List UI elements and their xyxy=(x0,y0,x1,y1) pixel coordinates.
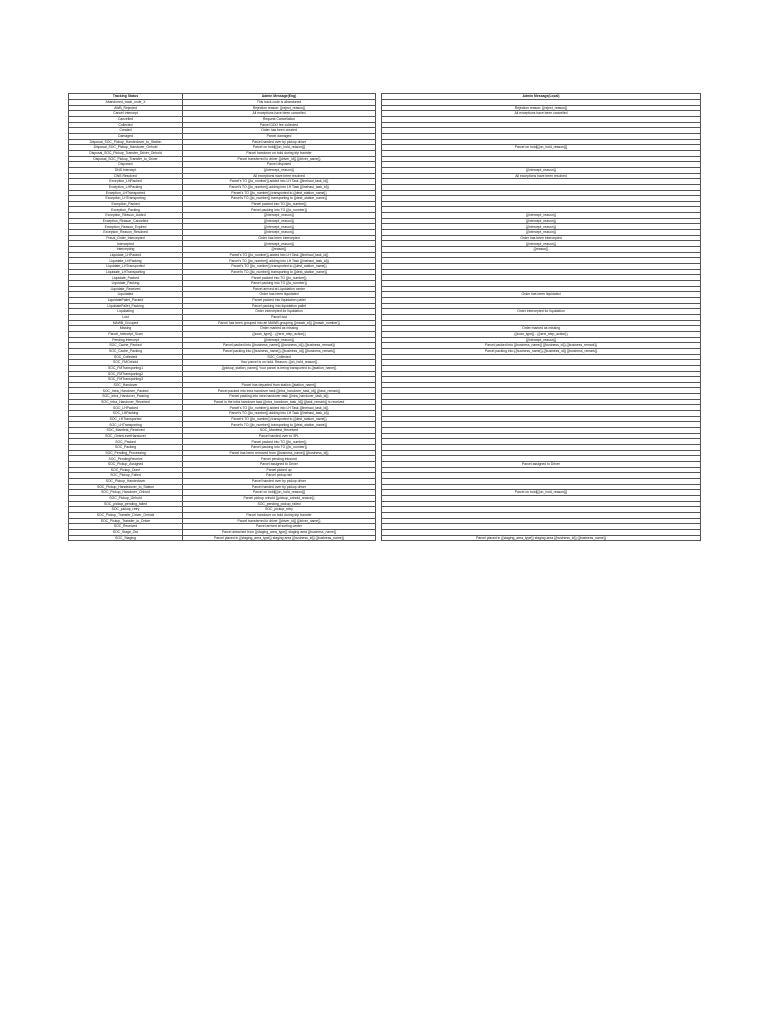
admin-message-eng-cell: Parcel's TO {{to_number}} added into LH Task {{linehaul_task_id}} xyxy=(183,252,376,258)
admin-message-eng-cell: {{intercept_reason}} xyxy=(183,218,376,224)
tracking-status-cell: Exception_Reason_Expired xyxy=(69,224,183,230)
tracking-status-cell: Liquidating xyxy=(69,309,183,315)
tracking-status-cell: Disposal_SOC_Pickup_Transfer_Driver_Onhold xyxy=(69,150,183,156)
admin-message-eng-cell: {{intercept_reason}} xyxy=(183,213,376,219)
tracking-status-cell: Exception_Reason_Added xyxy=(69,213,183,219)
tracking-status-cell: Intercepting xyxy=(69,247,183,253)
admin-message-eng-cell: SOC_Manifest_Received xyxy=(183,428,376,434)
tracking-status-cell: Fraud_Order_Intercepted xyxy=(69,235,183,241)
admin-message-eng-cell: Parcel damaged xyxy=(183,133,376,139)
tracking-status-cell: SOC_Intra_Handover_Received xyxy=(69,399,183,405)
admin-message-local-cell: {{intercept_reason}} xyxy=(382,218,701,224)
admin-message-eng-cell: Request Cancellation xyxy=(183,116,376,122)
tracking-status-cell: Liquidate_Packed xyxy=(69,275,183,281)
admin-message-eng-cell: Parcel in the intra handover task {{intra_handover_task_id}} {{task_remark}} is received xyxy=(183,399,376,405)
tracking-status-cell: Liquidated xyxy=(69,292,183,298)
admin-message-eng-cell: {{intercept_reason}} xyxy=(183,224,376,230)
admin-message-eng-cell: Parcel packing into TO {{to_number}} xyxy=(183,445,376,451)
admin-message-eng-cell: Parcel's TO {{to_number}} transporting to {{dest_station_name}} xyxy=(183,196,376,202)
admin-message-eng-cell: Parcel's TO {{to_number}} added into LH Task {{linehaul_task_id}} xyxy=(183,179,376,185)
admin-message-eng-cell: Parcel's TO {{to_number}} transported to {{dest_station_name}} xyxy=(183,264,376,270)
admin-message-eng-cell: Rejection reason: {{reject_reason}} xyxy=(183,105,376,111)
admin-message-eng-cell: SOC_pending_pickup_failed xyxy=(183,501,376,507)
admin-message-eng-cell: Parcel handed over by pickup driver xyxy=(183,478,376,484)
admin-message-eng-cell: Parcel packing into liquidation pallet xyxy=(183,303,376,309)
admin-message-eng-cell: SOC_Collected xyxy=(183,354,376,360)
admin-message-eng-cell: Order intercepted for liquidation xyxy=(183,309,376,315)
admin-message-eng-cell: {{pickup_station_name}} Your parcel is being transported to {{station_name}} xyxy=(183,365,376,371)
admin-message-eng-cell: Parcel packed into TO {{to_number}} xyxy=(183,275,376,281)
admin-message-eng-cell: Parcel pickup fail xyxy=(183,473,376,479)
admin-message-eng-cell: Order has been created xyxy=(183,128,376,134)
tracking-status-cell: Exception_LHPacking xyxy=(69,184,183,190)
admin-message-eng-cell: {{reason}} xyxy=(183,247,376,253)
admin-message-eng-cell: {{scan_type}} - {{next_step_action}} xyxy=(183,331,376,337)
admin-message-eng-cell: Order marked as missing xyxy=(183,326,376,332)
admin-message-local-cell: Order marked as missing xyxy=(382,326,701,332)
tracking-status-cell: AWB_Rejected xyxy=(69,105,183,111)
admin-message-eng-cell: Parcel on hold[{{on_hold_reason}}] xyxy=(183,490,376,496)
tracking-status-cell: SOC_Pending_Processing xyxy=(69,450,183,456)
tracking-status-cell: Lost xyxy=(69,314,183,320)
tracking-status-cell: Exception_Reason_Resolved xyxy=(69,230,183,236)
admin-message-eng-cell: Parcel's TO {{to_number}} adding into LH Task {{linehaul_task_id}} xyxy=(183,411,376,417)
tracking-status-cell: Liquidate_Received xyxy=(69,286,183,292)
admin-message-eng-cell: All exceptions have been cancelled xyxy=(183,111,376,117)
tracking-status-cell: SOC_LHTransported xyxy=(69,416,183,422)
table-row xyxy=(69,535,701,541)
tracking-status-cell: Liquidate_LHPacked xyxy=(69,252,183,258)
admin-message-eng-cell: {{intercept_reason}} xyxy=(183,337,376,343)
admin-message-eng-cell: Parcel handed over to 3PL xyxy=(183,433,376,439)
admin-message-eng-cell: Parcel's TO {{to_number}} transporting to {{dest_station_name}} xyxy=(183,269,376,275)
admin-message-eng-cell: This track code is abandoned xyxy=(183,100,376,106)
admin-message-eng-cell: Parcel lost xyxy=(183,314,376,320)
admin-message-local-cell: Order has been intercepted xyxy=(382,235,701,241)
admin-message-eng-cell: Parcel packing into intra handover task {{intra_handover_task_id}} xyxy=(183,394,376,400)
admin-message-eng-cell: Your parcel is on hold. Reason: {{on_hold_reason}} xyxy=(183,360,376,366)
tracking-status-cell: SOC_FMTransporting3 xyxy=(69,377,183,383)
tracking-status-cell: SOC_Handover xyxy=(69,382,183,388)
admin-message-eng-cell: All exceptions have been resolved xyxy=(183,173,376,179)
tracking-status-cell: Cancel Intercept xyxy=(69,111,183,117)
admin-message-eng-cell: Parcel assigned to Driver xyxy=(183,462,376,468)
tracking-status-cell: Liquidate_LHPacking xyxy=(69,258,183,264)
admin-message-local-cell: {{intercept_reason}} xyxy=(382,337,701,343)
tracking-status-cell: SOC_LHPacking xyxy=(69,411,183,417)
admin-message-eng-cell: Parcel pending inbound xyxy=(183,456,376,462)
tracking-status-cell: SOC_Cache_Packing xyxy=(69,348,183,354)
admin-message-local-cell: {{intercept_reason}} xyxy=(382,241,701,247)
tracking-status-cell: SOC_Pickup_Failed xyxy=(69,473,183,479)
tracking-status-cell: SOC_FMTransporting2 xyxy=(69,371,183,377)
admin-message-local-cell: All exceptions have been resolved xyxy=(382,173,701,179)
tracking-status-cell: SOC_Pickup_Done xyxy=(69,467,183,473)
admin-message-eng-cell: Parcel has been removed from {{business_name}} {{business_id}} xyxy=(183,450,376,456)
tracking-status-cell: Intercepted xyxy=(69,241,183,247)
tracking-status-cell: SOC_OrderLevelHandover xyxy=(69,433,183,439)
admin-message-eng-cell: Parcel has departed from station {{station_name}} xyxy=(183,382,376,388)
tracking-status-cell: Exception_LHTransported xyxy=(69,190,183,196)
admin-message-eng-cell: {{intercept_reason}} xyxy=(183,230,376,236)
admin-message-local-cell: All exceptions have been cancelled xyxy=(382,111,701,117)
admin-message-local-cell: Parcel packed into {{business_name}} {{business_id}} {{business_remark}} xyxy=(382,343,701,349)
admin-message-eng-cell: Parcel on hold[{{on_hold_reason}}] xyxy=(183,145,376,151)
tracking-status-cell: MAWB_Grouped xyxy=(69,320,183,326)
tracking-status-cell: SOC_LHTransporting xyxy=(69,422,183,428)
admin-message-eng-cell: Parcel placed in {{staging_area_type}} staging area {{business_id}} {{business_name}} xyxy=(183,535,376,541)
admin-message-eng-cell: Parcel packed into TO {{to_number}} xyxy=(183,201,376,207)
admin-message-eng-cell: Parcel packing into TO {{to_number}} xyxy=(183,207,376,213)
admin-message-local-cell: Parcel placed in {{staging_area_type}} staging area {{business_id}} {{business_name}} xyxy=(382,535,701,541)
tracking-status-cell: SOC_LHPacked xyxy=(69,405,183,411)
admin-message-eng-cell: Parcel's TO {{to_number}} transporting to {{dest_station_name}} xyxy=(183,422,376,428)
tracking-status-cell: Liquidate_LHTransported xyxy=(69,264,183,270)
admin-message-local-cell: Parcel on hold[{{on_hold_reason}}] xyxy=(382,145,701,151)
tracking-status-cell: SOC_Pickup_Transfer_to_Driver xyxy=(69,518,183,524)
admin-message-eng-cell: Parcel packed into liquidation pallet xyxy=(183,297,376,303)
admin-message-eng-cell: Parcel handed over by pickup driver xyxy=(183,139,376,145)
admin-message-eng-cell: {{intercept_reason}} xyxy=(183,167,376,173)
admin-message-local-cell: Parcel packing into {{business_name}} {{business_id}} {{business_remark}} xyxy=(382,348,701,354)
tracking-status-cell: SOC_Cache_Packed xyxy=(69,343,183,349)
admin-message-eng-cell: Parcel's TO {{to_number}} added into LH Task {{linehaul_task_id}} xyxy=(183,405,376,411)
tracking-status-cell: SOC_pickup_pending_failed xyxy=(69,501,183,507)
admin-message-eng-cell: Parcel has been grouped into an MAWB grouping {{mawb_id}} {{mawb_number}} xyxy=(183,320,376,326)
tracking-status-cell: SOC_Stage_Out xyxy=(69,529,183,535)
admin-message-eng-cell: Parcel handover on hold during trip transfer xyxy=(183,512,376,518)
tracking-status-cell: SOC_Received xyxy=(69,524,183,530)
tracking-status-cell: Created xyxy=(69,128,183,134)
tracking-status-cell: SOC_Pickup_Handedover xyxy=(69,478,183,484)
tracking-status-cell: Parcel_Intercept_Scan xyxy=(69,331,183,337)
tracking-status-cell: Missing xyxy=(69,326,183,332)
tracking-status-cell: SOC_Packing xyxy=(69,445,183,451)
admin-message-eng-cell: {{intercept_reason}} xyxy=(183,241,376,247)
tracking-status-cell: LiquidatePallet_Packing xyxy=(69,303,183,309)
header-admin-message-eng: Admin Message(Eng) xyxy=(183,94,376,100)
admin-message-eng-cell: Parcel's TO {{to_number}} transported to {{dest_station_name}} xyxy=(183,190,376,196)
tracking-status-cell: SOC_Pickup_Assigned xyxy=(69,462,183,468)
admin-message-local-cell: Rejection reason: {{reject_reason}} xyxy=(382,105,701,111)
admin-message-eng-cell: Parcel packed into TO {{to_number}} xyxy=(183,439,376,445)
tracking-status-cell: Damaged xyxy=(69,133,183,139)
tracking-status-cell: Disposal_SOC_Pickup_Transfer_to_Driver xyxy=(69,156,183,162)
tracking-status-table xyxy=(68,93,701,541)
admin-message-eng-cell: Parcel's TO {{to_number}} transported to {{dest_station_name}} xyxy=(183,416,376,422)
admin-message-local-cell: {{scan_type}} - {{next_step_action}} xyxy=(382,331,701,337)
header-admin-message-local: Admin Message(Local) xyxy=(382,94,701,100)
tracking-status-cell: Collected xyxy=(69,122,183,128)
tracking-status-cell: SOC_FMOnhold xyxy=(69,360,183,366)
tracking-status-cell: SOC_Packed xyxy=(69,439,183,445)
admin-message-eng-cell: Parcel handover on hold during trip transfer xyxy=(183,150,376,156)
admin-message-local-cell: Parcel on hold[{{on_hold_reason}}] xyxy=(382,490,701,496)
admin-message-local-cell: Parcel assigned to Driver xyxy=(382,462,701,468)
admin-message-eng-cell: Parcel packed into {{business_name}} {{business_id}} {{business_remark}} xyxy=(183,343,376,349)
tracking-status-cell: SOC_FMTransporting1 xyxy=(69,365,183,371)
admin-message-eng-cell: Parcel detached from {{staging_area_type}} staging area {{business_name}} xyxy=(183,529,376,535)
admin-message-local-cell: Order has been liquidated xyxy=(382,292,701,298)
tracking-status-cell: SOC_Pickup_Transfer_Driver_Onhold xyxy=(69,512,183,518)
admin-message-local-cell: {{intercept_reason}} xyxy=(382,230,701,236)
admin-message-eng-cell: Parcel transferred to driver {{driver_id}} {{driver_name}} xyxy=(183,156,376,162)
admin-message-eng-cell: Order has been intercepted xyxy=(183,235,376,241)
tracking-status-cell: SOC_Pickup_Handover_Onhold xyxy=(69,490,183,496)
admin-message-eng-cell: Parcel picked up xyxy=(183,467,376,473)
tracking-status-cell: Disposal_SOC_Pickup_Handedover_to_Station xyxy=(69,139,183,145)
admin-message-eng-cell: Parcel pickup onhold {{pickup_onhold_reason}} xyxy=(183,495,376,501)
admin-message-eng-cell: Parcel DDO fee collected xyxy=(183,122,376,128)
tracking-status-cell: Disposed xyxy=(69,162,183,168)
admin-message-eng-cell: Parcel handed over by pickup driver xyxy=(183,484,376,490)
tracking-status-cell: Exception_Reason_Cancelled xyxy=(69,218,183,224)
admin-message-local-cell: {{reason}} xyxy=(382,247,701,253)
tracking-status-cell: Abandoned_track_code_X xyxy=(69,100,183,106)
admin-message-eng-cell: Parcel packing into TO {{to_number}} xyxy=(183,281,376,287)
admin-message-eng-cell: Parcel disposed xyxy=(183,162,376,168)
admin-message-local-cell: {{intercept_reason}} xyxy=(382,224,701,230)
tracking-status-cell: LiquidatePallet_Packed xyxy=(69,297,183,303)
tracking-status-cell: Liquidate_Packing xyxy=(69,281,183,287)
tracking-status-cell: Exception_Packed xyxy=(69,201,183,207)
admin-message-eng-cell: Parcel arrived at Liquidation center xyxy=(183,286,376,292)
tracking-status-cell: Exception_Packing xyxy=(69,207,183,213)
admin-message-eng-cell: Parcel's TO {{to_number}} adding into LH Task {{linehaul_task_id}} xyxy=(183,184,376,190)
admin-message-eng-cell: Order has been liquidated xyxy=(183,292,376,298)
tracking-status-cell: SOC_PendingReceive xyxy=(69,456,183,462)
admin-message-local-cell: {{intercept_reason}} xyxy=(382,167,701,173)
tracking-status-cell: SOC_Collected xyxy=(69,354,183,360)
admin-message-eng-cell: SOC_pickup_retry xyxy=(183,507,376,513)
admin-message-local-cell: {{intercept_reason}} xyxy=(382,213,701,219)
tracking-status-cell: SOC_Intra_Handover_Packing xyxy=(69,394,183,400)
tracking-status-cell: DNS Resolved xyxy=(69,173,183,179)
tracking-status-cell: SOC_Pickup_Handedover_to_Station xyxy=(69,484,183,490)
tracking-status-cell: Exception_LHPacked xyxy=(69,179,183,185)
tracking-status-cell: Exception_LHTransporting xyxy=(69,196,183,202)
tracking-status-cell: SOC_Pickup_Onhold xyxy=(69,495,183,501)
admin-message-eng-cell: Parcel packed into intra handover task {{intra_handover_task_id}} {{task_remark}} xyxy=(183,388,376,394)
admin-message-eng-cell: Parcel arrived at sorting center xyxy=(183,524,376,530)
admin-message-eng-cell: Parcel packing into {{business_name}} {{business_id}} {{business_remark}} xyxy=(183,348,376,354)
tracking-status-cell: Cancelled xyxy=(69,116,183,122)
tracking-status-cell: SOC_Manifest_Received xyxy=(69,428,183,434)
tracking-status-cell: SOC_Intra_Handover_Packed xyxy=(69,388,183,394)
admin-message-eng-cell: Parcel's TO {{to_number}} adding into LH Task {{linehaul_task_id}} xyxy=(183,258,376,264)
tracking-status-cell: DNS Intercept xyxy=(69,167,183,173)
tracking-status-cell: SOC_pickup_retry xyxy=(69,507,183,513)
tracking-status-cell: Liquidate_LHTransporting xyxy=(69,269,183,275)
admin-message-eng-cell: Parcel transferred to driver {{driver_id}} {{driver_name}} xyxy=(183,518,376,524)
admin-message-local-cell: Order intercepted for liquidation xyxy=(382,309,701,315)
tracking-status-cell: Disposal_SOC_Pickup_Handover_Onhold xyxy=(69,145,183,151)
tracking-status-cell: Pending Intercept xyxy=(69,337,183,343)
header-tracking-status: Tracking Status xyxy=(69,94,183,100)
tracking-status-cell: SOC_Staging xyxy=(69,535,183,541)
